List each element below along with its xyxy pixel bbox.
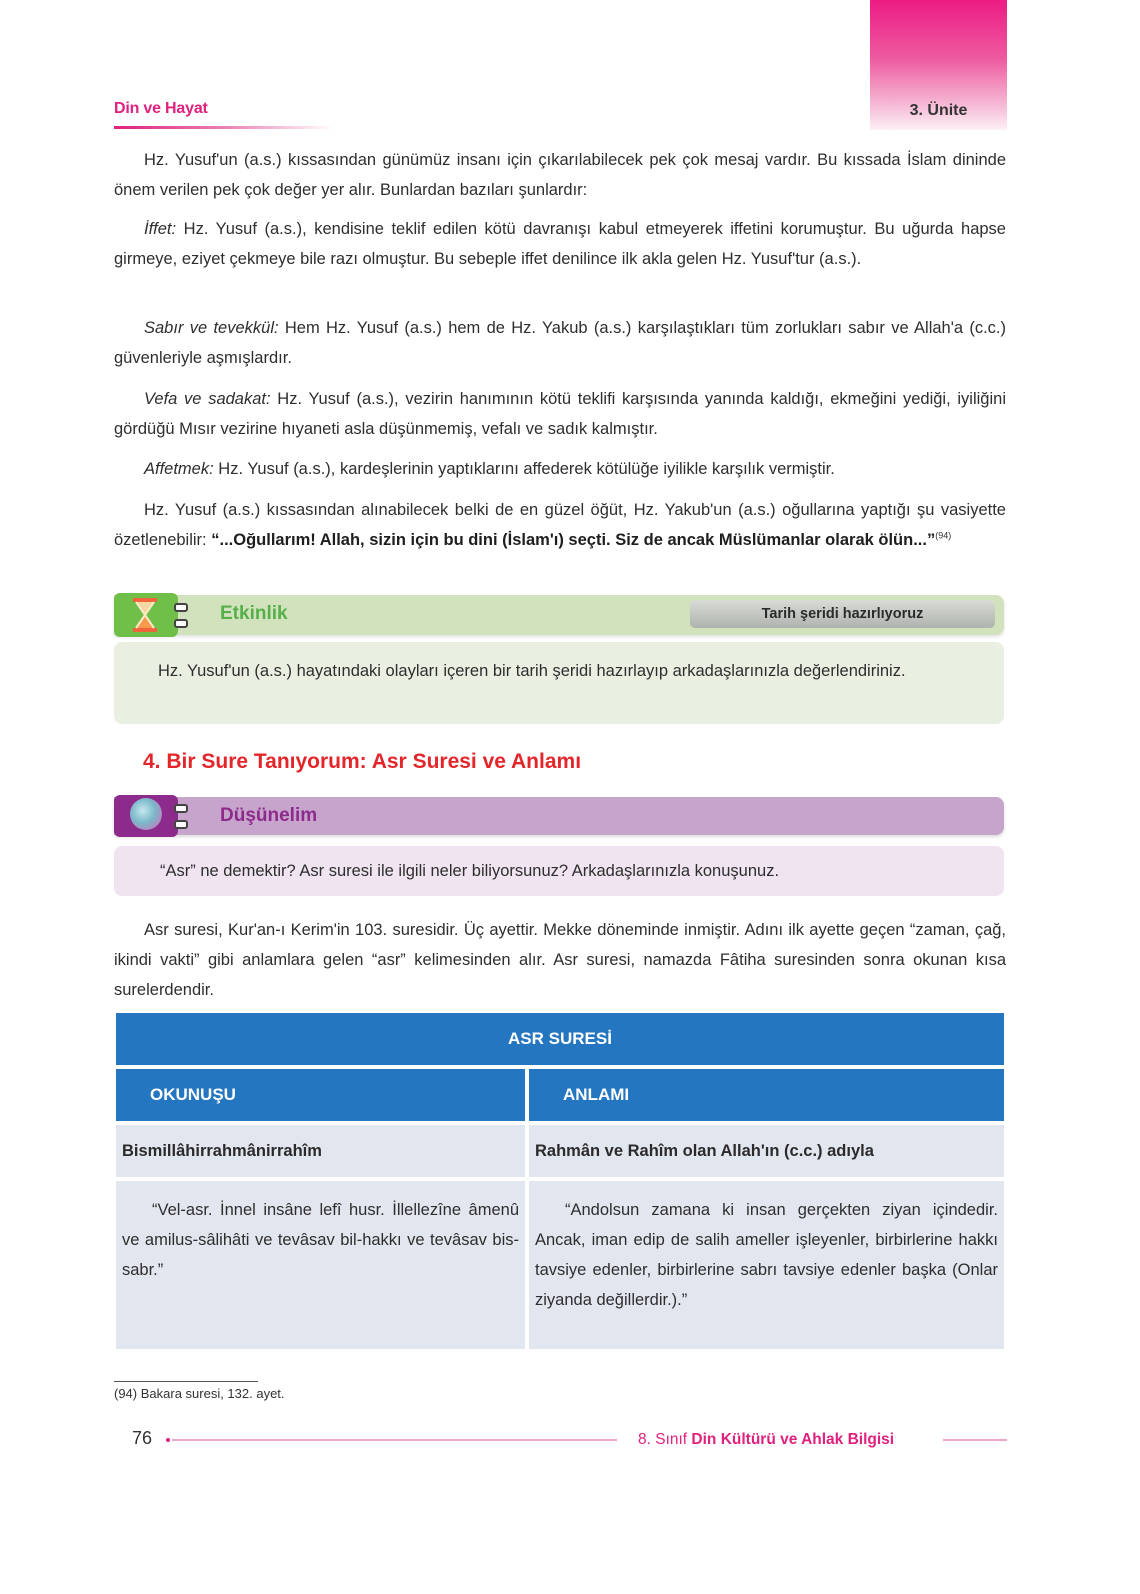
vefa-term: Vefa ve sadakat: (144, 390, 271, 408)
table-row (116, 1125, 1004, 1177)
book-grade: 8. Sınıf (638, 1431, 692, 1448)
page-number: 76 (132, 1428, 153, 1448)
footer-rule-right (943, 1439, 1007, 1441)
cell-text: “Vel-asr. İnnel insâne lefî husr. İllellezîne âmenû ve amilus-sâlihâti ve tevâsav bil-hakkı ve tevâsav bis-sabr.” (122, 1201, 519, 1279)
affetmek-term: Affetmek: (144, 460, 214, 478)
ogut-paragraph (114, 495, 1006, 555)
asr-intro-paragraph (114, 915, 1006, 1005)
iffet-term: İffet: (144, 220, 177, 238)
vefa-text: Hz. Yusuf (a.s.), vezirin hanımının kötü teklifi karşısında yanında kaldığı, ekmeğini yediği, iyiliğini gördüğü Mısır vezirine hıyaneti asla düşünmemiş, vefalı ve sadık kalmıştır. (114, 390, 1006, 438)
column-header-okunusu: OKUNUŞU (116, 1069, 525, 1121)
footer-rule-left (172, 1439, 617, 1441)
book-title (638, 1431, 894, 1449)
vefa-paragraph (114, 384, 1006, 444)
book-name: Din Kültürü ve Ahlak Bilgisi (691, 1431, 895, 1448)
table-cell: Bismillâhirrahmânirrahîm (116, 1125, 525, 1177)
table-row (116, 1181, 1004, 1349)
sabir-term: Sabır ve tevekkül: (144, 319, 279, 337)
etkinlik-pill: Tarih şeridi hazırlıyoruz (690, 600, 995, 628)
asr-intro-text: Asr suresi, Kur'an-ı Kerim'in 103. suresidir. Üç ayettir. Mekke döneminde inmiştir. Adını ilk ayette geçen “zaman, çağ, ikindi vakti” gibi anlamlara gelen “asr” kelimesinden alır. Asr suresi, namazda Fâtiha suresinden sonra okunan kısa surelerdendir. (114, 921, 1006, 999)
footnote-text: (94) Bakara suresi, 132. ayet. (114, 1386, 285, 1401)
table-title: ASR SURESİ (116, 1013, 1004, 1065)
table-cell: Rahmân ve Rahîm olan Allah'ın (c.c.) adıyla (529, 1125, 1004, 1177)
table-header-row (116, 1069, 1004, 1121)
etkinlik-instruction: Hz. Yusuf'un (a.s.) hayatındaki olayları içeren bir tarih şeridi hazırlayıp arkadaşlarınızla değerlendiriniz. (158, 662, 906, 680)
iffet-paragraph (114, 214, 1006, 274)
column-header-anlami: ANLAMI (529, 1069, 1004, 1121)
section-rule (114, 126, 334, 129)
globe-icon (130, 798, 162, 830)
binder-ring-icon (174, 804, 188, 813)
iffet-text: Hz. Yusuf (a.s.), kendisine teklif edilen kötü davranışı kabul etmeyerek iffetini korumuştur. Bu uğurda hapse girmeye, eziyet çekmeye bile razı olmuştur. Bu sebeple iffet denilince ilk akla gelen Hz. Yusuf'tur (a.s.). (114, 220, 1006, 268)
footer-dot (166, 1438, 170, 1442)
dusunelim-title: Düşünelim (220, 805, 318, 826)
asr-table (116, 1013, 1004, 1349)
hourglass-icon (130, 597, 160, 633)
binder-ring-icon (174, 603, 188, 612)
etkinlik-title: Etkinlik (220, 603, 288, 624)
binder-ring-icon (174, 619, 188, 628)
section-label: Din ve Hayat (114, 100, 208, 117)
footnote-ref[interactable]: (94) (935, 530, 952, 541)
ogut-text: Hz. Yusuf (a.s.) kıssasından alınabilecek belki de en güzel öğüt, Hz. Yakub'un (a.s.) oğullarına yaptığı şu vasiyette özetlenebilir: (114, 501, 1006, 549)
intro-text: Hz. Yusuf'un (a.s.) kıssasından günümüz insanı için çıkarılabilecek pek çok mesaj vardır. Bu kıssada İslam dininde önem verilen pek çok değer yer alır. Bunlardan bazıları şunlardır: (114, 151, 1006, 199)
footnote-divider (114, 1381, 258, 1382)
intro-paragraph (114, 145, 1006, 205)
table-cell (529, 1181, 1004, 1349)
affetmek-paragraph (114, 454, 1006, 484)
binder-ring-icon (174, 820, 188, 829)
table-cell (116, 1181, 525, 1349)
ogut-quote: “...Oğullarım! Allah, sizin için bu dini (İslam'ı) seçti. Siz de ancak Müslümanlar olarak ölün...” (211, 531, 936, 549)
dusunelim-text: “Asr” ne demektir? Asr suresi ile ilgili neler biliyorsunuz? Arkadaşlarınızla konuşunuz. (160, 862, 780, 880)
unit-label: 3. Ünite (909, 102, 968, 119)
cell-text: “Andolsun zamana ki insan gerçekten ziyan içindedir. Ancak, iman edip de salih ameller işleyenler, birbirlerine hakkı tavsiye edenler, birbirlerine sabrı tavsiye edenler başka (Onlar ziyanda değillerdir.).” (535, 1201, 998, 1309)
section-heading: 4. Bir Sure Tanıyorum: Asr Suresi ve Anlamı (143, 750, 582, 773)
sabir-paragraph (114, 313, 1006, 373)
sabir-text: Hem Hz. Yusuf (a.s.) hem de Hz. Yakub (a.s.) karşılaştıkları tüm zorlukları sabır ve Allah'a (c.c.) güvenleriyle aşmışlardır. (114, 319, 1006, 367)
etkinlik-text (128, 656, 990, 686)
affetmek-text: Hz. Yusuf (a.s.), kardeşlerinin yaptıklarını affederek kötülüğe iyilikle karşılık vermiştir. (213, 460, 835, 478)
